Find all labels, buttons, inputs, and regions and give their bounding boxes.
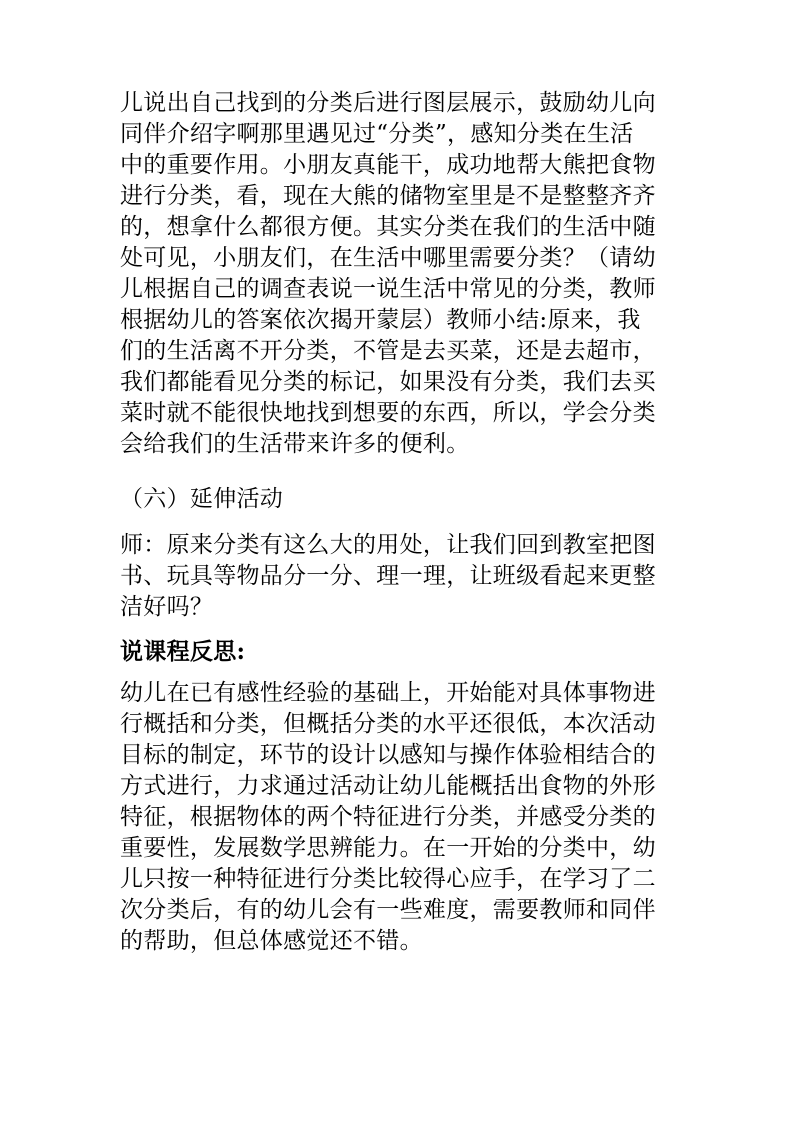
reflection-heading-text: 说课程反思: <box>120 638 246 665</box>
paragraph-line: 师：原来分类有这么大的用处，让我们回到教室把图 <box>120 532 656 558</box>
paragraph-line: 我们都能看见分类的标记，如果没有分类，我们去买 <box>120 369 656 395</box>
paragraph-line: 方式进行，力求通过活动让幼儿能概括出食物的外形 <box>120 773 656 799</box>
paragraph-line: 书、玩具等物品分一分、理一理，让班级看起来更整 <box>120 563 656 589</box>
paragraph-line: 会给我们的生活带来许多的便利。 <box>120 431 470 457</box>
paragraph-line: 幼儿在已有感性经验的基础上，开始能对具体事物进 <box>120 680 656 706</box>
paragraph-line: 菜时就不能很快地找到想要的东西，所以，学会分类 <box>120 400 656 426</box>
paragraph-line: 中的重要作用。小朋友真能干，成功地帮大熊把食物 <box>120 152 656 178</box>
paragraph-activity-summary <box>120 88 680 460</box>
section-heading-reflection <box>120 636 680 667</box>
paragraph-line: 特征，根据物体的两个特征进行分类，并感受分类的 <box>120 804 656 830</box>
paragraph-line: 进行分类，看，现在大熊的储物室里是不是整整齐齐 <box>120 183 656 209</box>
paragraph-line: 洁好吗？ <box>120 594 214 620</box>
paragraph-line: 儿只按一种特征进行分类比较得心应手，在学习了二 <box>120 866 656 892</box>
paragraph-line: 目标的制定，环节的设计以感知与操作体验相结合的 <box>120 742 656 768</box>
paragraph-line: 的帮助，但总体感觉还不错。 <box>120 928 423 954</box>
paragraph-line: 次分类后，有的幼儿会有一些难度，需要教师和同伴 <box>120 897 656 923</box>
paragraph-line: 行概括和分类，但概括分类的水平还很低，本次活动 <box>120 711 656 737</box>
paragraph-line: 同伴介绍字啊那里遇见过“分类”，感知分类在生活 <box>120 121 634 147</box>
paragraph-line: 根据幼儿的答案依次揭开蒙层）教师小结:原来，我 <box>120 307 641 333</box>
paragraph-line: 儿根据自己的调查表说一说生活中常见的分类，教师 <box>120 276 656 302</box>
paragraph-line: 的，想拿什么都很方便。其实分类在我们的生活中随 <box>120 214 656 240</box>
paragraph-teacher-speech <box>120 530 680 623</box>
paragraph-line: 重要性，发展数学思辨能力。在一开始的分类中，幼 <box>120 835 656 861</box>
paragraph-line: 处可见，小朋友们，在生活中哪里需要分类？（请幼 <box>120 245 656 271</box>
section-heading-text: （六）延伸活动 <box>120 486 284 512</box>
paragraph-line: 们的生活离不开分类，不管是去买菜，还是去超市， <box>120 338 656 364</box>
paragraph-line: 儿说出自己找到的分类后进行图层展示，鼓励幼儿向 <box>120 90 656 116</box>
paragraph-reflection <box>120 678 680 957</box>
section-heading-extension-activity <box>120 484 680 515</box>
